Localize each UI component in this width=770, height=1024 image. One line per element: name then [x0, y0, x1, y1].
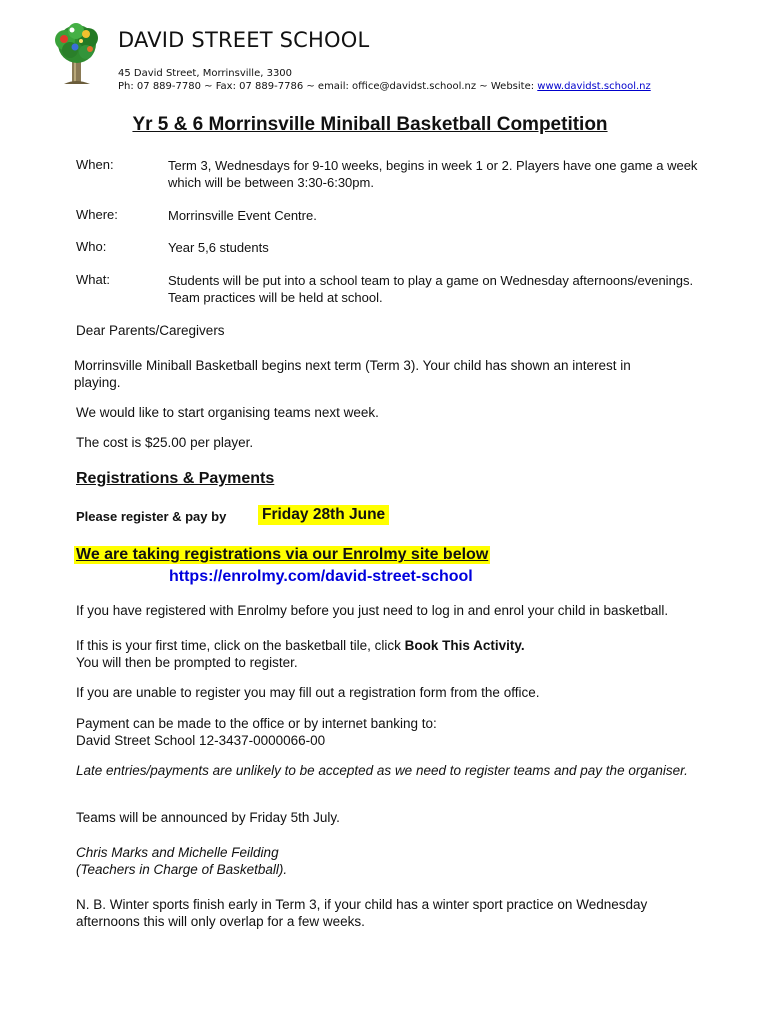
- school-logo-tree-icon: [50, 22, 104, 88]
- website-link[interactable]: www.davidst.school.nz: [537, 81, 651, 92]
- who-value: Year 5,6 students: [168, 240, 269, 255]
- what-label: What:: [76, 272, 110, 287]
- bank-account: David Street School 12-3437-0000066-00: [76, 733, 326, 748]
- enrol-note-prompt: You will then be prompted to register.: [76, 655, 298, 670]
- school-contact: [118, 81, 651, 92]
- enrol-note-existing: If you have registered with Enrolmy before you just need to log in and enrol your child in basketball.: [76, 603, 669, 618]
- greeting: Dear Parents/Caregivers: [76, 323, 225, 338]
- organise-paragraph: We would like to start organising teams next week.: [76, 405, 379, 420]
- cost-paragraph: The cost is $25.00 per player.: [76, 435, 254, 450]
- when-label: When:: [76, 157, 114, 172]
- what-value: Students will be put into a school team to play a game on Wednesday afternoons/evenings. Team practices will be held at school.: [168, 273, 694, 305]
- teams-announcement: Teams will be announced by Friday 5th July.: [76, 810, 340, 825]
- enrol-note-first-time: [76, 637, 696, 654]
- enrolmy-heading: We are taking registrations via our Enrolmy site below: [76, 546, 489, 563]
- signoff-role: (Teachers in Charge of Basketball).: [76, 862, 288, 877]
- late-entries-note: Late entries/payments are unlikely to be accepted as we need to register teams and pay the organiser.: [76, 763, 688, 778]
- where-label: Where:: [76, 207, 118, 222]
- nb-note: N. B. Winter sports finish early in Term 3, if your child has a winter sport practice on Wednesday afternoons this will only overlap for a few weeks.: [76, 897, 648, 929]
- enrolmy-link[interactable]: https://enrolmy.com/david-street-school: [169, 568, 473, 585]
- school-name: DAVID STREET SCHOOL: [118, 28, 370, 52]
- registration-form-note: If you are unable to register you may fill out a registration form from the office.: [76, 685, 540, 700]
- signoff-names: Chris Marks and Michelle Feilding: [76, 845, 279, 860]
- book-activity-text: Book This Activity.: [404, 638, 525, 653]
- register-by-label: Please register & pay by: [76, 509, 227, 524]
- school-address: 45 David Street, Morrinsville, 3300: [118, 68, 293, 79]
- payment-instructions: Payment can be made to the office or by internet banking to:: [76, 716, 437, 731]
- contact-details: Ph: 07 889-7780 ~ Fax: 07 889-7786 ~ email: office@davidst.school.nz ~ Website:: [118, 81, 538, 92]
- where-value: Morrinsville Event Centre.: [168, 208, 317, 223]
- when-value: Term 3, Wednesdays for 9-10 weeks, begins in week 1 or 2. Players have one game a week which will be between 3:30-6:30pm.: [168, 158, 698, 190]
- intro-paragraph: Morrinsville Miniball Basketball begins next term (Term 3). Your child has shown an interest in playing.: [74, 358, 631, 390]
- who-label: Who:: [76, 239, 107, 254]
- registration-deadline: Friday 28th June: [258, 505, 389, 525]
- page-title: Yr 5 & 6 Morrinsville Miniball Basketball Competition: [132, 114, 608, 135]
- registrations-heading: Registrations & Payments: [76, 470, 275, 487]
- enrol-note-first-time-text: If this is your first time, click on the basketball tile, click: [76, 638, 405, 653]
